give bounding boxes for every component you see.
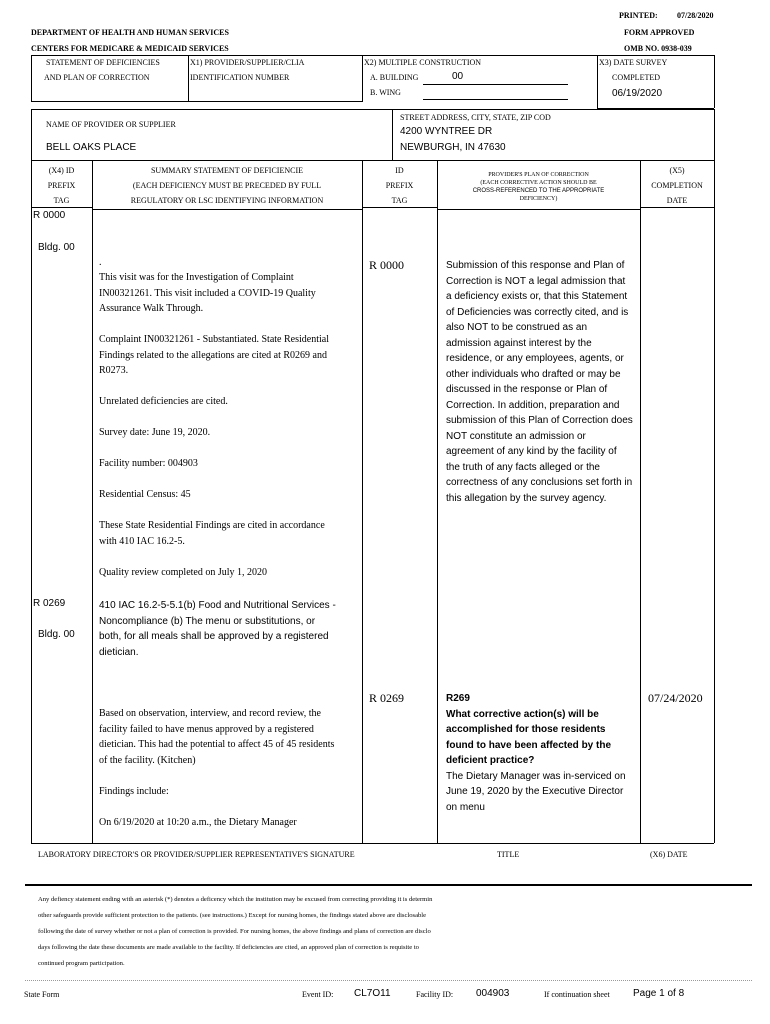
bldg-label-2: Bldg. 00 xyxy=(38,629,75,640)
summary-text-block-2 xyxy=(99,706,339,830)
divider xyxy=(597,55,598,108)
disclaimer-line: continued program participation. xyxy=(38,960,125,967)
plan-r269-block xyxy=(446,691,626,815)
divider xyxy=(25,980,752,981)
date-survey-value: 06/19/2020 xyxy=(612,88,663,99)
divider xyxy=(714,55,715,108)
wing-underline xyxy=(423,99,568,100)
summary-paragraph: These State Residential Findings are cited in accordance with 410 IAC 16.2-5. xyxy=(99,520,325,547)
printed-label: PRINTED: xyxy=(619,11,658,20)
wing-label: B. WING xyxy=(370,88,401,97)
plan-header-1: PROVIDER'S PLAN OF CORRECTION xyxy=(488,172,589,178)
divider xyxy=(362,160,363,843)
divider xyxy=(31,207,92,208)
summary-header-2: (EACH DEFICIENCY MUST BE PRECEDED BY FULL xyxy=(132,181,322,190)
statement-label-2: AND PLAN OF CORRECTION xyxy=(44,73,150,82)
summary-header-1: SUMMARY STATEMENT OF DEFICIENCIE xyxy=(150,166,304,175)
state-form-label: State Form xyxy=(24,990,60,999)
tag-r0000: R 0000 xyxy=(33,210,66,221)
plan-header-2: (EACH CORRECTIVE ACTION SHOULD BE xyxy=(480,180,597,186)
summary-paragraph: Findings include: xyxy=(99,785,169,797)
summary-paragraph: Unrelated deficiencies are cited. xyxy=(99,396,228,407)
summary-text-block-1 xyxy=(99,270,339,596)
disclaimer-line: following the date of survey whether or not a plan of correction is provided. For nursing homes, the above findings and plans of correction are disclo xyxy=(38,928,431,935)
summary-paragraph: Residential Census: 45 xyxy=(99,489,191,500)
continuation-label: If continuation sheet xyxy=(544,990,610,999)
divider xyxy=(437,160,438,843)
date-survey-label-1: X3) DATE SURVEY xyxy=(599,58,668,67)
summary-paragraph: Complaint IN00321261 - Substantiated. State Residential Findings related to the allegations are cited at R0269 and R0273. xyxy=(99,334,329,376)
divider xyxy=(31,109,714,110)
divider xyxy=(31,843,714,844)
id-tag-r0269: R 0269 xyxy=(369,691,405,705)
x5-header-2: COMPLETION xyxy=(651,181,703,190)
divider xyxy=(362,207,437,208)
omb-number: OMB NO. 0938-039 xyxy=(624,44,692,53)
completion-date: 07/24/2020 xyxy=(648,691,703,705)
facility-id-value: 004903 xyxy=(476,988,510,999)
period-mark: . xyxy=(99,257,102,268)
address-line-2: NEWBURGH, IN 47630 xyxy=(400,142,506,153)
regulation-text: 410 IAC 16.2-5-5.1(b) Food and Nutritional Services - Noncompliance (b) The menu or substitutions, or both, for all meals shall be approved by a registered dietician. xyxy=(99,600,336,658)
building-value: 00 xyxy=(452,71,464,82)
event-id-label: Event ID: xyxy=(302,990,334,999)
disclaimer-line: days following the date these documents are made available to the facility. If deficiencies are cited, an approved plan of correction is requisite to xyxy=(38,944,419,951)
x4-header-2: PREFIX xyxy=(47,181,76,190)
page-number: Page 1 of 8 xyxy=(633,988,685,999)
divider xyxy=(640,207,714,208)
divider xyxy=(640,160,641,843)
divider xyxy=(437,209,640,210)
address-line-1: 4200 WYNTREE DR xyxy=(400,126,493,137)
provider-name-label: NAME OF PROVIDER OR SUPPLIER xyxy=(46,120,176,129)
plan-header-4: DEFICIENCY) xyxy=(519,196,558,202)
divider xyxy=(25,884,752,886)
plan-r269-question: What corrective action(s) will be accomplished for those residents found to have been affected by the deficient practice? xyxy=(446,708,612,766)
summary-paragraph: Facility number: 004903 xyxy=(99,458,198,469)
top-table-border xyxy=(31,55,714,56)
divider xyxy=(31,160,32,843)
divider xyxy=(31,55,32,101)
statement-label-1: STATEMENT OF DEFICIENCIES xyxy=(46,58,160,67)
summary-paragraph: This visit was for the Investigation of Complaint IN00321261. This visit included a COVID-19 Quality Assurance Walk Through. xyxy=(99,272,316,314)
provider-name: BELL OAKS PLACE xyxy=(46,142,137,153)
title-label: TITLE xyxy=(497,850,520,859)
department-name: DEPARTMENT OF HEALTH AND HUMAN SERVICES xyxy=(31,28,229,37)
x6-date-label: (X6) DATE xyxy=(650,850,688,859)
summary-paragraph: Based on observation, interview, and record review, the facility failed to have menus approved by a registered dietician. This had the potential to affect 45 of 45 residents of the facility. (Kitchen) xyxy=(99,708,335,766)
building-underline xyxy=(423,84,568,85)
building-label: A. BUILDING xyxy=(370,73,419,82)
disclaimer-line: other safeguards provide sufficient protection to the patients. (see instructions.) Except for nursing homes, the findings stated above are disclosable xyxy=(38,912,427,919)
plan-r269-title: R269 xyxy=(446,693,470,704)
id-header-2: PREFIX xyxy=(385,181,414,190)
divider xyxy=(31,101,363,102)
centers-name: CENTERS FOR MEDICARE & MEDICAID SERVICES xyxy=(31,44,229,53)
x4-header-1: (X4) ID xyxy=(48,166,75,175)
summary-paragraph: On 6/19/2020 at 10:20 a.m., the Dietary Manager xyxy=(99,816,297,828)
id-tag-r0000: R 0000 xyxy=(369,258,405,272)
printed-date: 07/28/2020 xyxy=(677,11,714,20)
plan-disclaimer-text: Submission of this response and Plan of Correction is NOT a legal admission that a deficiency exists or, that this Statement of Deficiencies was correctly cited, and is also NOT to be construed as an admission against interest by the residence, or any employees, agents, or other individuals who drafted or may be discussed in the response or Plan of Correction. In addition, preparation and submission of this Plan of Correction does NOT constitute an admission or agreement of any kind by the facility of the truth of any facts alleged or the correctness of any conclusions set forth in this allegation by the survey agency. xyxy=(446,260,633,504)
plan-header-3: CROSS-REFERENCED TO THE APPROPRIATE xyxy=(472,188,605,194)
tag-r0269: R 0269 xyxy=(33,598,66,609)
summary-header-3: REGULATORY OR LSC IDENTIFYING INFORMATION xyxy=(130,196,324,205)
disclaimer-line: Any defiency statement ending with an asterisk (*) denotes a deficency which the institution may be excused from correcting providing it is determin xyxy=(38,896,433,903)
summary-paragraph: Survey date: June 19, 2020. xyxy=(99,427,211,438)
x5-header-3: DATE xyxy=(666,196,688,205)
bldg-label-1: Bldg. 00 xyxy=(38,242,75,253)
plan-r269-response: The Dietary Manager was in-serviced on June 19, 2020 by the Executive Director on menu xyxy=(446,770,626,813)
id-header-1: ID xyxy=(395,166,404,175)
form-approved: FORM APPROVED xyxy=(624,28,695,37)
provider-id-label-2: IDENTIFICATION NUMBER xyxy=(190,73,290,82)
event-id-value: CL7O11 xyxy=(354,988,391,999)
divider xyxy=(392,109,393,160)
divider xyxy=(362,55,363,101)
summary-paragraph: Quality review completed on July 1, 2020 xyxy=(99,566,268,578)
divider xyxy=(188,55,189,101)
divider xyxy=(31,109,32,160)
x5-header-1: (X5) xyxy=(669,166,685,175)
signature-label: LABORATORY DIRECTOR'S OR PROVIDER/SUPPLIER REPRESENTATIVE'S SIGNATURE xyxy=(38,850,355,859)
date-survey-label-2: COMPLETED xyxy=(612,73,660,82)
address-label: STREET ADDRESS, CITY, STATE, ZIP COD xyxy=(400,113,551,122)
multiple-construction-label: X2) MULTIPLE CONSTRUCTION xyxy=(364,58,482,67)
facility-id-label: Facility ID: xyxy=(416,990,454,999)
divider xyxy=(714,109,715,160)
divider xyxy=(92,160,93,843)
id-header-3: TAG xyxy=(391,196,408,205)
divider xyxy=(92,209,362,210)
divider xyxy=(31,160,714,161)
x4-header-3: TAG xyxy=(53,196,70,205)
divider xyxy=(714,160,715,843)
provider-id-label-1: X1) PROVIDER/SUPPLIER/CLIA xyxy=(190,58,305,67)
